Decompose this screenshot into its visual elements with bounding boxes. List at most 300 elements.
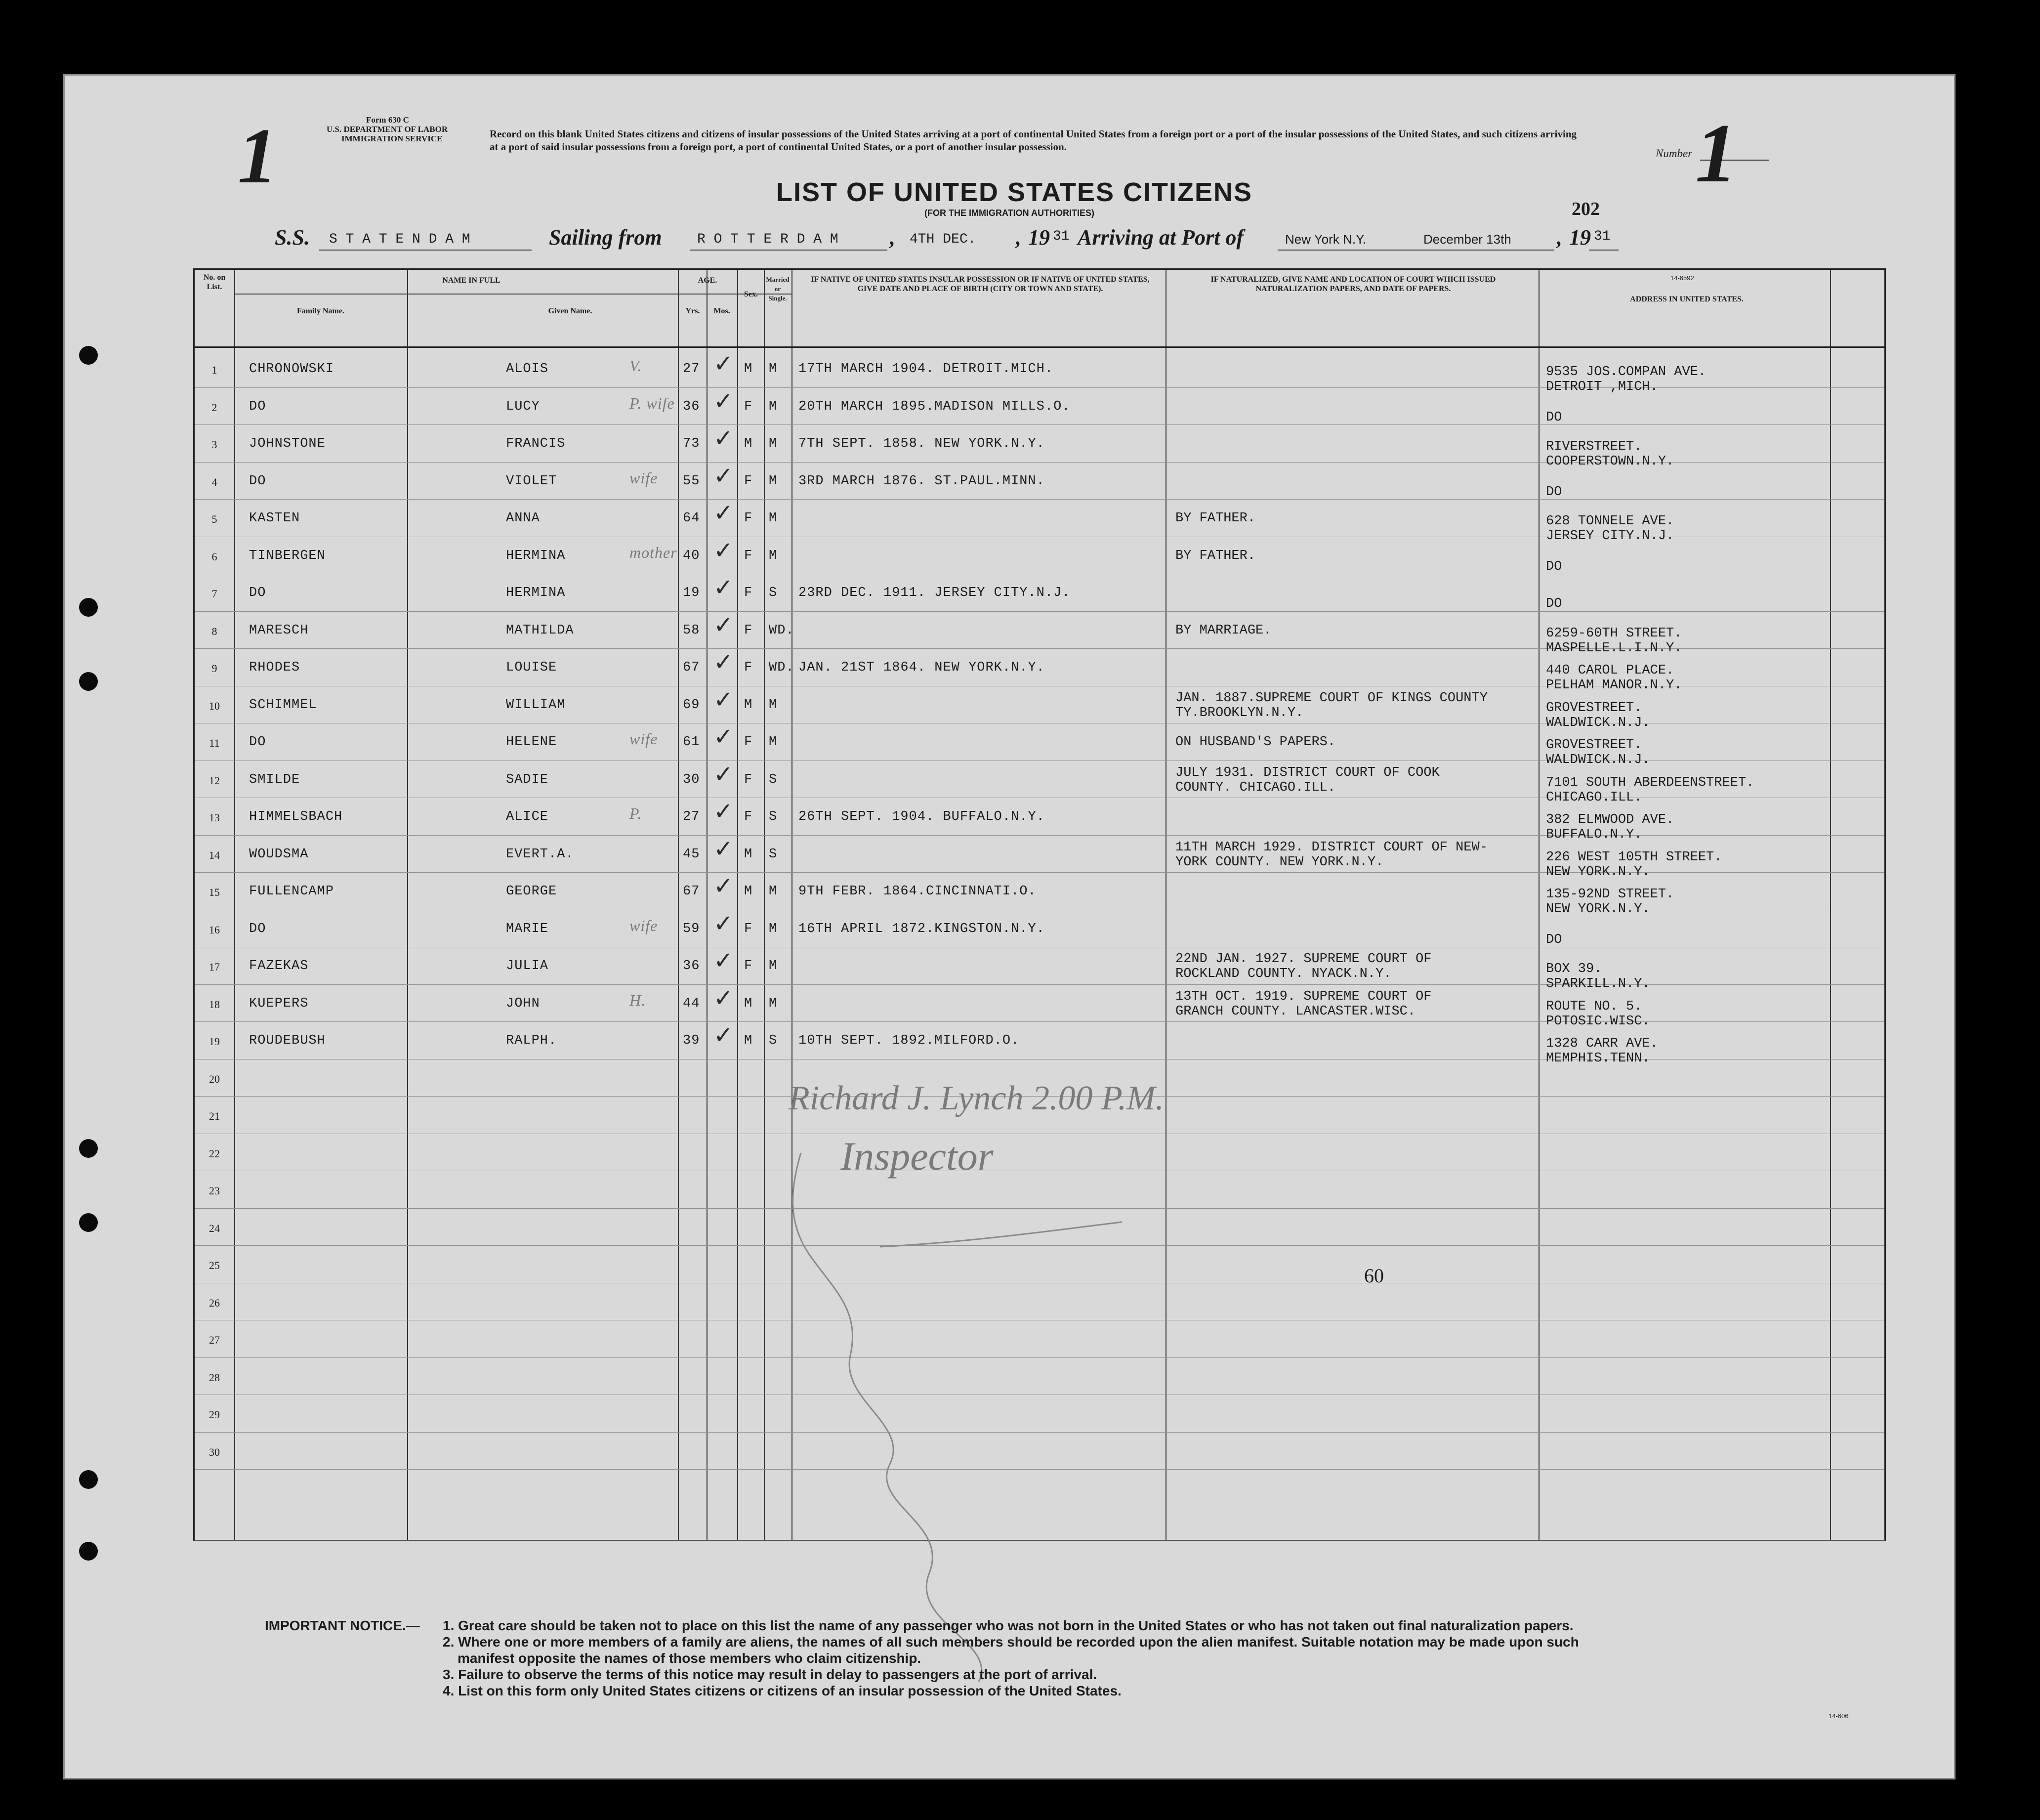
- address-entry: [1546, 626, 1682, 656]
- family-name: DO: [249, 735, 266, 750]
- form-number: Form 630 C: [366, 115, 409, 125]
- family-name: KASTEN: [249, 511, 300, 526]
- year-to-fill-line: [1589, 250, 1619, 251]
- address-line: 440 CAROL PLACE.: [1546, 663, 1674, 678]
- naturalization-line: ON HUSBAND'S PAPERS.: [1175, 735, 1336, 750]
- check-mark: ✓: [713, 686, 734, 713]
- row-number: 28: [209, 1371, 220, 1384]
- given-name: WILLIAM: [506, 697, 566, 713]
- marital-status: M: [769, 884, 778, 899]
- notice-item: 3. Failure to observe the terms of this notice may result in delay to passengers at the port of arrival.: [443, 1667, 1097, 1682]
- punch-hole: [79, 1470, 98, 1489]
- birth-date-place: JAN. 21ST 1864. NEW YORK.N.Y.: [798, 660, 1045, 675]
- marital-status: M: [769, 436, 778, 451]
- naturalization-entry: [1175, 735, 1335, 750]
- family-name: DO: [249, 473, 266, 489]
- address-entry: [1546, 962, 1650, 991]
- age-years: 36: [683, 959, 700, 973]
- given-name: ANNA: [506, 511, 540, 526]
- address-entry: [1546, 887, 1674, 917]
- col-head-mos: Mos.: [713, 307, 730, 315]
- address-entry: [1546, 701, 1650, 730]
- check-mark: ✓: [713, 575, 734, 601]
- punch-hole: [79, 1542, 98, 1561]
- naturalization-entry: [1175, 840, 1488, 870]
- year-from: 31: [1053, 229, 1070, 244]
- family-name: SCHIMMEL: [249, 697, 317, 713]
- address-line: DO: [1546, 596, 1562, 611]
- sex: F: [744, 809, 753, 824]
- row-number: 13: [209, 811, 220, 824]
- family-name: SMILDE: [249, 772, 300, 787]
- given-name: EVERT.A.: [506, 847, 574, 862]
- check-mark: ✓: [713, 799, 734, 825]
- handwritten-note: wife: [629, 916, 658, 934]
- row-number: 8: [211, 625, 217, 637]
- marital-status: WD.: [769, 660, 794, 675]
- row-number: 2: [211, 401, 217, 414]
- address-entry: [1546, 738, 1650, 767]
- address-entry: [1546, 932, 1562, 947]
- birth-date-place: 7TH SEPT. 1858. NEW YORK.N.Y.: [798, 436, 1045, 451]
- corner-mark: 1: [238, 112, 277, 200]
- marital-status: M: [769, 399, 778, 414]
- sex: M: [744, 884, 753, 899]
- given-name: MATHILDA: [506, 623, 574, 638]
- number-label: Number: [1656, 147, 1693, 160]
- naturalization-line: ROCKLAND COUNTY. NYACK.N.Y.: [1175, 967, 1392, 981]
- col-head-no: No. on List.: [203, 273, 226, 291]
- list-number: 1: [1695, 107, 1737, 200]
- family-name: MARESCH: [249, 623, 309, 638]
- birth-date-place: 9TH FEBR. 1864.CINCINNATI.O.: [798, 884, 1037, 899]
- age-years: 59: [683, 921, 700, 936]
- given-name: JULIA: [506, 959, 549, 973]
- address-line: NEW YORK.N.Y.: [1546, 902, 1650, 917]
- age-years: 55: [683, 473, 700, 489]
- col-head-sex: Sex.: [744, 290, 758, 298]
- col-head-native: IF NATIVE OF UNITED STATES INSULAR POSSESSION OR IF NATIVE OF UNITED STATES, GIVE DATE AND PLACE OF BIRTH (CITY OR TOWN AND STATE).: [811, 275, 1150, 293]
- ship-name: S T A T E N D A M: [329, 232, 470, 247]
- given-name: SADIE: [506, 772, 549, 787]
- address-line: CHICAGO.ILL.: [1546, 790, 1642, 805]
- col-head-married: Married or Single.: [766, 276, 790, 302]
- row-number: 16: [209, 923, 220, 936]
- check-mark: ✓: [713, 463, 734, 489]
- check-mark: ✓: [713, 612, 734, 638]
- row-number: 23: [209, 1185, 220, 1197]
- birth-date-place: 23RD DEC. 1911. JERSEY CITY.N.J.: [798, 586, 1071, 600]
- sex: M: [744, 847, 753, 862]
- comma-1: ,: [890, 225, 895, 250]
- arriving-label: Arriving at Port of: [1078, 225, 1244, 250]
- punch-hole: [79, 598, 98, 617]
- sex: F: [744, 586, 753, 600]
- check-mark: ✓: [713, 1022, 734, 1049]
- family-name: HIMMELSBACH: [249, 809, 343, 824]
- address-line: RIVERSTREET.: [1546, 439, 1642, 454]
- comma-3: ,: [1557, 225, 1562, 250]
- row-number: 30: [209, 1445, 220, 1458]
- address-entry: [1546, 596, 1562, 611]
- notice-item: manifest opposite the names of those members who claim citizenship.: [458, 1651, 921, 1666]
- handwritten-note: wife: [629, 730, 658, 748]
- row-number: 26: [209, 1296, 220, 1309]
- age-years: 45: [683, 847, 700, 862]
- given-name: ALICE: [506, 809, 549, 824]
- address-entry: [1546, 439, 1674, 469]
- address-line: PELHAM MANOR.N.Y.: [1546, 678, 1682, 693]
- marital-status: M: [769, 548, 778, 563]
- check-mark: ✓: [713, 910, 734, 937]
- row-number: 9: [211, 662, 217, 675]
- address-line: DO: [1546, 484, 1562, 500]
- given-name: HERMINA: [506, 548, 566, 563]
- naturalization-line: 22ND JAN. 1927. SUPREME COURT OF: [1175, 952, 1432, 967]
- address-entry: [1546, 485, 1562, 500]
- address-line: WALDWICK.N.J.: [1546, 753, 1650, 767]
- handwritten-note: wife: [629, 468, 658, 487]
- address-line: DO: [1546, 932, 1562, 947]
- notice-item: 4. List on this form only United States citizens or citizens of an insular possession of the United States.: [443, 1683, 1122, 1698]
- sex: M: [744, 1033, 753, 1048]
- naturalization-entry: [1175, 765, 1440, 795]
- row-number: 29: [209, 1408, 220, 1421]
- age-years: 64: [683, 511, 700, 526]
- marital-status: M: [769, 362, 778, 377]
- punch-hole: [79, 672, 98, 691]
- given-name: HERMINA: [506, 586, 566, 600]
- ss-label: S.S.: [275, 225, 310, 250]
- age-years: 67: [683, 884, 700, 899]
- form-header-block: [327, 115, 448, 143]
- check-mark: ✓: [713, 351, 734, 377]
- family-name: TINBERGEN: [249, 548, 326, 563]
- age-years: 36: [683, 399, 700, 414]
- naturalization-line: BY MARRIAGE.: [1175, 623, 1272, 638]
- row-number: 10: [209, 699, 220, 712]
- naturalization-entry: [1175, 549, 1255, 563]
- marital-status: M: [769, 697, 778, 713]
- address-line: 7101 SOUTH ABERDEENSTREET.: [1546, 775, 1754, 790]
- family-name: CHRONOWSKI: [249, 362, 334, 377]
- family-name: KUEPERS: [249, 996, 309, 1011]
- service-name: IMMIGRATION SERVICE: [341, 134, 443, 143]
- marital-status: S: [769, 847, 778, 862]
- age-years: 39: [683, 1033, 700, 1048]
- address-entry: [1546, 514, 1674, 544]
- given-name: JOHN: [506, 996, 540, 1011]
- sex: F: [744, 548, 753, 563]
- sex: M: [744, 362, 753, 377]
- handwritten-note: P.: [629, 804, 642, 822]
- naturalization-line: YORK COUNTY. NEW YORK.N.Y.: [1175, 854, 1384, 870]
- address-line: SPARKILL.N.Y.: [1546, 976, 1650, 991]
- comma-2: ,: [1016, 225, 1021, 250]
- age-years: 19: [683, 586, 700, 600]
- sex: M: [744, 996, 753, 1011]
- print-code-top: 14-6592: [1670, 274, 1694, 282]
- address-line: 628 TONNELE AVE.: [1546, 514, 1674, 529]
- naturalization-line: 11TH MARCH 1929. DISTRICT COURT OF NEW-: [1175, 840, 1488, 855]
- birth-date-place: 20TH MARCH 1895.MADISON MILLS.O.: [798, 399, 1071, 414]
- marital-status: M: [769, 959, 778, 973]
- marital-status: M: [769, 511, 778, 526]
- naturalization-line: BY FATHER.: [1175, 511, 1256, 526]
- inspector-signature: Richard J. Lynch 2.00 P.M.: [789, 1079, 1165, 1117]
- handwritten-note: H.: [629, 991, 646, 1009]
- check-mark: ✓: [713, 761, 734, 788]
- stamp-number: 202: [1572, 199, 1600, 219]
- address-line: DETROIT ,MICH.: [1546, 380, 1658, 394]
- col-head-age: AGE.: [698, 276, 717, 285]
- age-years: 44: [683, 996, 700, 1011]
- naturalization-line: TY.BROOKLYN.N.Y.: [1175, 705, 1304, 720]
- marital-status: S: [769, 586, 778, 600]
- address-line: DO: [1546, 559, 1562, 574]
- address-entry: [1546, 559, 1562, 574]
- age-years: 58: [683, 623, 700, 638]
- given-name: GEORGE: [506, 884, 557, 899]
- given-name: VIOLET: [506, 473, 557, 489]
- birth-date-place: 17TH MARCH 1904. DETROIT.MICH.: [798, 362, 1054, 377]
- given-name: LOUISE: [506, 660, 557, 675]
- row-number: 5: [211, 513, 217, 525]
- marital-status: M: [769, 735, 778, 750]
- row-number: 14: [209, 848, 220, 861]
- row-number: 1: [211, 364, 217, 376]
- check-mark: ✓: [713, 836, 734, 862]
- notice-item: 1. Great care should be taken not to place on this list the name of any passenger who was not born in the United States or who has not taken out final naturalization papers.: [443, 1618, 1574, 1633]
- punch-hole: [79, 1213, 98, 1232]
- handwritten-note: P. wife: [629, 394, 675, 412]
- col-head-name: NAME IN FULL: [442, 276, 500, 285]
- sex: F: [744, 921, 753, 936]
- date-to: December 13th: [1423, 232, 1511, 247]
- col-head-yrs: Yrs.: [685, 307, 700, 315]
- sex: F: [744, 473, 753, 489]
- page-subtitle: (FOR THE IMMIGRATION AUTHORITIES): [924, 208, 1094, 218]
- date-from: 4TH DEC.: [910, 232, 976, 247]
- page-title: LIST OF UNITED STATES CITIZENS: [776, 177, 1252, 207]
- address-entry: [1546, 850, 1722, 880]
- address-entry: [1546, 663, 1682, 693]
- naturalization-entry: [1175, 511, 1255, 526]
- age-years: 67: [683, 660, 700, 675]
- col-head-naturalized: IF NATURALIZED, GIVE NAME AND LOCATION OF COURT WHICH ISSUED NATURALIZATION PAPERS, AND DATE OF PAPERS.: [1210, 275, 1496, 293]
- naturalization-line: COUNTY. CHICAGO.ILL.: [1175, 780, 1336, 795]
- year-prefix-to: 19: [1569, 225, 1591, 250]
- punch-hole: [79, 346, 98, 365]
- row-number: 18: [209, 998, 220, 1011]
- row-number: 12: [209, 774, 220, 787]
- address-line: BUFFALO.N.Y.: [1546, 827, 1642, 842]
- age-years: 40: [683, 548, 700, 563]
- naturalization-line: 13TH OCT. 1919. SUPREME COURT OF: [1175, 989, 1432, 1004]
- row-number: 22: [209, 1147, 220, 1160]
- handwritten-note: V.: [629, 357, 642, 375]
- sex: F: [744, 399, 753, 414]
- family-name: ROUDEBUSH: [249, 1033, 326, 1048]
- check-mark: ✓: [713, 985, 734, 1012]
- port-from-fill-line: [690, 250, 887, 251]
- sex: M: [744, 436, 753, 451]
- page-number: 60: [1364, 1265, 1384, 1287]
- sex: F: [744, 511, 753, 526]
- row-rule: [195, 424, 1884, 425]
- row-number: 27: [209, 1334, 220, 1346]
- sex: M: [744, 697, 753, 713]
- address-line: 226 WEST 105TH STREET.: [1546, 849, 1722, 865]
- address-line: COOPERSTOWN.N.Y.: [1546, 454, 1674, 469]
- age-years: 27: [683, 809, 700, 824]
- voyage-line: [275, 225, 1915, 254]
- age-years: 73: [683, 436, 700, 451]
- given-name: HELENE: [506, 735, 557, 750]
- department-name: U.S. DEPARTMENT OF LABOR: [327, 125, 448, 134]
- age-years: 69: [683, 697, 700, 713]
- sex: F: [744, 959, 753, 973]
- marital-status: S: [769, 809, 778, 824]
- row-number: 4: [211, 475, 217, 488]
- given-name: FRANCIS: [506, 436, 566, 451]
- col-head-family: Family Name.: [297, 307, 344, 315]
- sex: F: [744, 735, 753, 750]
- manifest-sheet: [63, 74, 1956, 1779]
- marital-status: M: [769, 473, 778, 489]
- birth-date-place: 3RD MARCH 1876. ST.PAUL.MINN.: [798, 473, 1045, 489]
- birth-date-place: 26TH SEPT. 1904. BUFFALO.N.Y.: [798, 809, 1045, 824]
- year-prefix-from: 19: [1028, 225, 1050, 250]
- family-name: DO: [249, 921, 266, 936]
- port-to: New York N.Y.: [1285, 232, 1367, 247]
- record-notice: Record on this blank United States citizens and citizens of insular possessions of the United States arriving at a port of continental United States from a foreign port or a port of the insular possessions of the United States, and such citizens arriving at a port of said insular possessions from a foreign port, a port of continental United States, or a port of another insular possession.: [490, 128, 1577, 153]
- row-number: 11: [209, 737, 220, 749]
- naturalization-line: BY FATHER.: [1175, 548, 1256, 563]
- address-entry: [1546, 812, 1674, 842]
- check-mark: ✓: [713, 388, 734, 415]
- sex: F: [744, 623, 753, 638]
- address-line: GROVESTREET.: [1546, 738, 1642, 753]
- address-line: ROUTE NO. 5.: [1546, 999, 1642, 1014]
- row-number: 25: [209, 1259, 220, 1271]
- family-name: JOHNSTONE: [249, 436, 326, 451]
- print-code-bottom: 14-606: [1829, 1712, 1849, 1720]
- marital-status: S: [769, 772, 778, 787]
- row-number: 3: [211, 438, 217, 451]
- arrival-fill-line: [1278, 250, 1554, 251]
- birth-date-place: 10TH SEPT. 1892.MILFORD.O.: [798, 1033, 1020, 1048]
- naturalization-entry: [1175, 952, 1431, 981]
- address-entry: [1546, 999, 1650, 1029]
- marital-status: M: [769, 996, 778, 1011]
- sex: F: [744, 660, 753, 675]
- address-line: 6259-60TH STREET.: [1546, 626, 1682, 641]
- naturalization-entry: [1175, 691, 1488, 720]
- year-to: 31: [1594, 229, 1611, 244]
- col-head-address: ADDRESS IN UNITED STATES.: [1630, 295, 1744, 303]
- pencil-squiggle: [781, 1148, 1127, 1692]
- notice-item: 2. Where one or more members of a family are aliens, the names of all such members should be recorded upon the alien manifest. Suitable notation may be made upon such: [443, 1634, 1579, 1650]
- naturalization-line: JAN. 1887.SUPREME COURT OF KINGS COUNTY: [1175, 690, 1488, 706]
- naturalization-entry: [1175, 989, 1431, 1019]
- naturalization-line: JULY 1931. DISTRICT COURT OF COOK: [1175, 765, 1440, 780]
- check-mark: ✓: [713, 724, 734, 750]
- row-number: 7: [211, 588, 217, 600]
- age-years: 30: [683, 772, 700, 787]
- address-line: 382 ELMWOOD AVE.: [1546, 812, 1674, 827]
- address-line: 135-92ND STREET.: [1546, 887, 1674, 902]
- family-name: FAZEKAS: [249, 959, 309, 973]
- check-mark: ✓: [713, 649, 734, 676]
- age-years: 61: [683, 735, 700, 750]
- notice-heading: IMPORTANT NOTICE.—: [265, 1618, 420, 1633]
- row-number: 24: [209, 1222, 220, 1234]
- row-number: 6: [211, 550, 217, 563]
- port-from: R O T T E R D A M: [697, 232, 838, 247]
- family-name: FULLENCAMP: [249, 884, 334, 899]
- row-number: 20: [209, 1072, 220, 1085]
- row-number: 21: [209, 1110, 220, 1122]
- age-years: 27: [683, 362, 700, 377]
- address-line: POTOSIC.WISC.: [1546, 1014, 1650, 1029]
- check-mark: ✓: [713, 500, 734, 526]
- check-mark: ✓: [713, 425, 734, 452]
- address-entry: [1546, 775, 1754, 805]
- given-name: RALPH.: [506, 1033, 557, 1048]
- address-line: NEW YORK.N.Y.: [1546, 864, 1650, 880]
- sailing-label: Sailing from: [549, 225, 662, 250]
- check-mark: ✓: [713, 948, 734, 974]
- marital-status: WD.: [769, 623, 794, 638]
- address-line: BOX 39.: [1546, 962, 1602, 976]
- address-line: JERSEY CITY.N.J.: [1546, 529, 1674, 544]
- ship-fill-line: [319, 250, 532, 251]
- family-name: RHODES: [249, 660, 300, 675]
- address-line: GROVESTREET.: [1546, 700, 1642, 716]
- row-number: 17: [209, 961, 220, 973]
- address-line: MASPELLE.L.I.N.Y.: [1546, 640, 1682, 656]
- family-name: WOUDSMA: [249, 847, 309, 862]
- sex: F: [744, 772, 753, 787]
- naturalization-entry: [1175, 623, 1271, 638]
- inspector-title: Inspector: [840, 1134, 994, 1179]
- given-name: MARIE: [506, 921, 549, 936]
- check-mark: ✓: [713, 537, 734, 564]
- naturalization-line: GRANCH COUNTY. LANCASTER.WISC.: [1175, 1004, 1416, 1019]
- address-entry: [1546, 1036, 1658, 1066]
- given-name: LUCY: [506, 399, 540, 414]
- row-number: 19: [209, 1035, 220, 1048]
- address-line: DO: [1546, 410, 1562, 425]
- given-name: ALOIS: [506, 362, 549, 377]
- row-rule: [195, 611, 1884, 612]
- birth-date-place: 16TH APRIL 1872.KINGSTON.N.Y.: [798, 921, 1045, 936]
- marital-status: M: [769, 921, 778, 936]
- address-line: 9535 JOS.COMPAN AVE.: [1546, 365, 1707, 380]
- family-name: DO: [249, 586, 266, 600]
- address-line: WALDWICK.N.J.: [1546, 715, 1650, 730]
- check-mark: ✓: [713, 873, 734, 899]
- family-name: DO: [249, 399, 266, 414]
- punch-hole: [79, 1139, 98, 1158]
- address-entry: [1546, 365, 1706, 394]
- col-head-given: Given Name.: [548, 307, 592, 315]
- marital-status: S: [769, 1033, 778, 1048]
- address-entry: [1546, 410, 1562, 425]
- address-line: MEMPHIS.TENN.: [1546, 1051, 1650, 1066]
- row-number: 15: [209, 886, 220, 898]
